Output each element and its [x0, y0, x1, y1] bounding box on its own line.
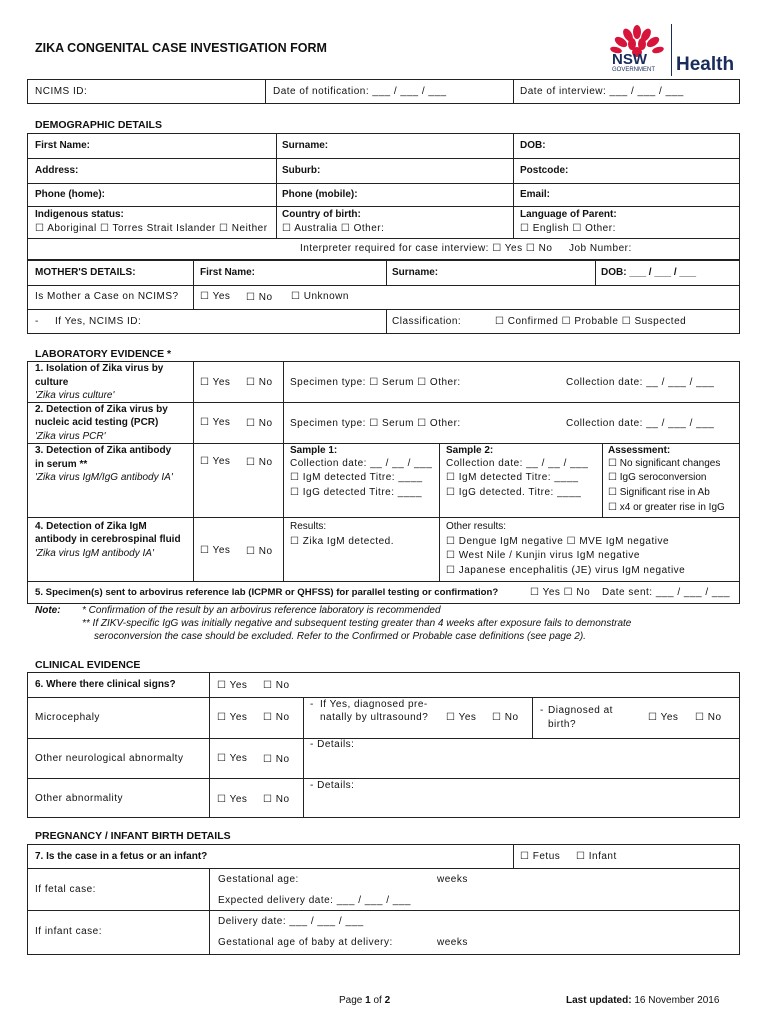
- lab-row1-title: 1. Isolation of Zika virus by: [35, 363, 164, 374]
- surname-field[interactable]: Surname:: [282, 140, 329, 151]
- classification-label: Classification:: [392, 316, 462, 327]
- country-of-birth-label: Country of birth:: [282, 209, 361, 220]
- west-nile-checkbox[interactable]: ☐ West Nile / Kunjin virus IgM negative: [446, 550, 640, 561]
- prenatal-question-cont: natally by ultrasound?: [320, 712, 429, 723]
- culture-collection-date[interactable]: Collection date: __ / ___ / ___: [566, 377, 715, 388]
- date-sent-field[interactable]: Date sent: ___ / ___ / ___: [602, 587, 731, 598]
- culture-specimen-type[interactable]: Specimen type: ☐ Serum ☐ Other:: [290, 377, 461, 388]
- last-updated-value: 16 November 2016: [631, 995, 720, 1006]
- divider: [27, 285, 740, 286]
- email-field[interactable]: Email:: [520, 189, 551, 200]
- lab-row5-question: 5. Specimen(s) sent to arbovirus reference lab (ICPMR or QHFSS) for parallel testing or confirmation?: [35, 587, 499, 598]
- ncims-id-field[interactable]: NCIMS ID:: [35, 86, 88, 97]
- page-of: of: [370, 995, 385, 1006]
- note-line3: seroconversion the case should be excluded. Refer to the Confirmed or Probable case definitions (see page 2).: [94, 631, 586, 642]
- page-prefix: Page: [339, 995, 366, 1006]
- classification-options[interactable]: ☐ Confirmed ☐ Probable ☐ Suspected: [495, 316, 687, 327]
- phone-home-field[interactable]: Phone (home):: [35, 189, 105, 200]
- clinical-signs-yes-checkbox[interactable]: ☐ Yes: [217, 680, 248, 691]
- dob-field[interactable]: DOB:: [520, 140, 546, 151]
- divider: [532, 697, 533, 738]
- nsw-health-logo: [606, 22, 738, 78]
- form-title: ZIKA CONGENITAL CASE INVESTIGATION FORM: [35, 41, 327, 55]
- divider: [303, 697, 304, 818]
- sample1-igm-checkbox[interactable]: ☐ IgM detected Titre: ____: [290, 472, 423, 483]
- dengue-mve-checkboxes[interactable]: ☐ Dengue IgM negative ☐ MVE IgM negative: [446, 536, 670, 547]
- delivery-weeks-label: weeks: [437, 937, 468, 948]
- gestational-weeks-label: weeks: [437, 874, 468, 885]
- gestational-age-field[interactable]: Gestational age:: [218, 874, 299, 885]
- divider: [27, 697, 740, 698]
- last-updated: [566, 995, 719, 1007]
- birth-question: Diagnosed at: [548, 705, 613, 716]
- demographic-heading: DEMOGRAPHIC DETAILS: [35, 119, 162, 131]
- csf-yes-checkbox[interactable]: ☐ Yes: [200, 545, 231, 556]
- divider: [27, 868, 740, 869]
- mother-dob-field[interactable]: DOB: ___ / ___ / ___: [601, 267, 697, 278]
- mother-case-question: Is Mother a Case on NCIMS?: [35, 291, 179, 302]
- divider: [27, 443, 740, 444]
- lab-row1-code: 'Zika virus culture': [35, 390, 115, 401]
- assessment-no-change-checkbox[interactable]: ☐ No significant changes: [608, 458, 721, 469]
- assessment-label: Assessment:: [608, 445, 671, 456]
- pcr-yes-checkbox[interactable]: ☐ Yes: [200, 417, 231, 428]
- language-options[interactable]: ☐ English ☐ Other:: [520, 223, 616, 234]
- lab-row3-title-cont: in serum **: [35, 459, 88, 470]
- je-checkbox[interactable]: ☐ Japanese encephalitis (JE) virus IgM negative: [446, 565, 686, 576]
- page-indicator: [339, 995, 390, 1007]
- birth-question-cont: birth?: [548, 719, 577, 730]
- infant-case-label: If infant case:: [35, 926, 102, 937]
- indigenous-options[interactable]: ☐ Aboriginal ☐ Torres Strait Islander ☐ Neither: [35, 223, 268, 234]
- lab-heading: LABORATORY EVIDENCE *: [35, 348, 172, 360]
- divider: [27, 183, 740, 184]
- mother-ncims-id-field[interactable]: If Yes, NCIMS ID:: [55, 316, 142, 327]
- divider: [209, 868, 210, 955]
- assessment-x4-checkbox[interactable]: ☐ x4 or greater rise in IgG: [608, 502, 725, 513]
- infant-checkbox[interactable]: ☐ Infant: [576, 851, 617, 862]
- microcephaly-label: Microcephaly: [35, 712, 100, 723]
- bullet-dash: -: [35, 316, 39, 327]
- fetus-checkbox[interactable]: ☐ Fetus: [520, 851, 561, 862]
- lab-row2-code: 'Zika virus PCR': [35, 431, 106, 442]
- divider: [386, 309, 387, 334]
- divider: [595, 260, 596, 285]
- sample2-igm-checkbox[interactable]: ☐ IgM detected Titre: ____: [446, 472, 579, 483]
- birth-yes-checkbox[interactable]: ☐ Yes: [648, 712, 679, 723]
- divider: [513, 79, 514, 104]
- microcephaly-no-checkbox[interactable]: ☐ No: [263, 712, 290, 723]
- lab-row4-title-cont: antibody in cerebrospinal fluid: [35, 534, 181, 545]
- mother-case-yes-checkbox[interactable]: ☐ Yes: [200, 291, 231, 302]
- divider: [27, 517, 740, 518]
- job-number-field[interactable]: Job Number:: [569, 243, 632, 254]
- pregnancy-heading: PREGNANCY / INFANT BIRTH DETAILS: [35, 830, 231, 842]
- neuro-yes-checkbox[interactable]: ☐ Yes: [217, 753, 248, 764]
- note-line1: * Confirmation of the result by an arbovirus reference laboratory is recommended: [82, 605, 441, 616]
- fetus-infant-question: 7. Is the case in a fetus or an infant?: [35, 851, 208, 862]
- gestational-age-delivery-field[interactable]: Gestational age of baby at delivery:: [218, 937, 393, 948]
- prenatal-question: If Yes, diagnosed pre-: [320, 699, 428, 710]
- sample2-igg-checkbox[interactable]: ☐ IgG detected. Titre: ____: [446, 487, 582, 498]
- bullet-dash: -: [310, 699, 314, 710]
- divider: [513, 844, 514, 868]
- prenatal-yes-checkbox[interactable]: ☐ Yes: [446, 712, 477, 723]
- assessment-rise-checkbox[interactable]: ☐ Significant rise in Ab: [608, 487, 710, 498]
- mother-surname-field[interactable]: Surname:: [392, 267, 439, 278]
- sample1-label: Sample 1:: [290, 445, 338, 456]
- country-options[interactable]: ☐ Australia ☐ Other:: [282, 223, 385, 234]
- logo-nsw-text: NSW: [612, 51, 647, 68]
- divider: [209, 672, 210, 818]
- other-abn-no-checkbox[interactable]: ☐ No: [263, 794, 290, 805]
- divider: [283, 361, 284, 581]
- lab-row2-title: 2. Detection of Zika virus by: [35, 404, 168, 415]
- sample1-igg-checkbox[interactable]: ☐ IgG detected Titre: ____: [290, 487, 423, 498]
- other-abnormality-label: Other abnormality: [35, 793, 123, 804]
- zika-igm-detected-checkbox[interactable]: ☐ Zika IgM detected.: [290, 536, 395, 547]
- divider: [27, 738, 740, 739]
- reference-lab-options[interactable]: ☐ Yes ☐ No: [530, 587, 591, 598]
- note-label: Note:: [35, 605, 61, 616]
- csf-no-checkbox[interactable]: ☐ No: [246, 546, 273, 557]
- divider: [27, 778, 740, 779]
- neuro-abnormality-label: Other neurological abnormalty: [35, 753, 184, 764]
- sample2-collection-date[interactable]: Collection date: __ / __ / ___: [446, 458, 589, 469]
- clinical-signs-question: 6. Where there clinical signs?: [35, 679, 176, 690]
- divider: [513, 133, 514, 238]
- interview-date-field[interactable]: Date of interview: ___ / ___ / ___: [520, 86, 684, 97]
- notification-date-field[interactable]: Date of notification: ___ / ___ / ___: [273, 86, 447, 97]
- suburb-field[interactable]: Suburb:: [282, 165, 321, 176]
- phone-mobile-field[interactable]: Phone (mobile):: [282, 189, 358, 200]
- antibody-yes-checkbox[interactable]: ☐ Yes: [200, 456, 231, 467]
- page-number: 1: [365, 995, 371, 1006]
- lab-row4-code: 'Zika virus IgM antibody IA': [35, 548, 154, 559]
- mother-case-no-checkbox[interactable]: ☐ No: [246, 292, 273, 303]
- interpreter-question[interactable]: Interpreter required for case interview: ☐ Yes ☐ No: [300, 243, 553, 254]
- microcephaly-yes-checkbox[interactable]: ☐ Yes: [217, 712, 248, 723]
- lab-row3-code: 'Zika virus IgM/IgG antibody IA': [35, 472, 173, 483]
- neuro-details-field[interactable]: - Details:: [310, 739, 355, 750]
- sample2-label: Sample 2:: [446, 445, 494, 456]
- clinical-table: [27, 672, 740, 818]
- clinical-signs-no-checkbox[interactable]: ☐ No: [263, 680, 290, 691]
- divider: [386, 260, 387, 285]
- other-abn-details-field[interactable]: - Details:: [310, 780, 355, 791]
- logo-health-text: Health: [676, 54, 735, 75]
- divider: [27, 309, 740, 310]
- bullet-dash: -: [540, 705, 544, 716]
- mother-details-label: MOTHER'S DETAILS:: [35, 267, 136, 278]
- divider: [27, 581, 740, 582]
- divider: [27, 238, 740, 239]
- divider: [193, 361, 194, 581]
- address-field[interactable]: Address:: [35, 165, 79, 176]
- lab-row4-title: 4. Detection of Zika IgM: [35, 521, 147, 532]
- last-updated-label: Last updated:: [566, 995, 632, 1006]
- divider: [265, 79, 266, 104]
- results-label: Results:: [290, 521, 327, 532]
- lab-row3-title: 3. Detection of Zika antibody: [35, 445, 172, 456]
- culture-no-checkbox[interactable]: ☐ No: [246, 377, 273, 388]
- clinical-heading: CLINICAL EVIDENCE: [35, 659, 141, 671]
- pcr-collection-date[interactable]: Collection date: __ / ___ / ___: [566, 418, 715, 429]
- assessment-seroconversion-checkbox[interactable]: ☐ IgG seroconversion: [608, 472, 707, 483]
- logo-divider: [671, 24, 672, 76]
- mother-first-name-field[interactable]: First Name:: [200, 267, 256, 278]
- birth-no-checkbox[interactable]: ☐ No: [695, 712, 722, 723]
- other-abn-yes-checkbox[interactable]: ☐ Yes: [217, 794, 248, 805]
- divider: [27, 910, 740, 911]
- note-line2: ** If ZIKV-specific IgG was initially negative and subsequent testing greater than 4 weeks after exposure fails to demonstrate: [82, 618, 632, 629]
- lab-row2-title-cont: nucleic acid testing (PCR): [35, 417, 159, 428]
- neuro-no-checkbox[interactable]: ☐ No: [263, 754, 290, 765]
- antibody-no-checkbox[interactable]: ☐ No: [246, 457, 273, 468]
- divider: [27, 206, 740, 207]
- logo-government-text: GOVERNMENT: [612, 67, 656, 73]
- lab-row1-title-cont: culture: [35, 377, 69, 388]
- prenatal-no-checkbox[interactable]: ☐ No: [492, 712, 519, 723]
- language-label: Language of Parent:: [520, 209, 617, 220]
- demographic-table: [27, 133, 740, 260]
- page-total: 2: [384, 995, 391, 1006]
- fetal-case-label: If fetal case:: [35, 884, 96, 895]
- divider: [602, 443, 603, 517]
- indigenous-status-label: Indigenous status:: [35, 209, 124, 220]
- divider: [276, 133, 277, 238]
- pcr-no-checkbox[interactable]: ☐ No: [246, 418, 273, 429]
- sample1-collection-date[interactable]: Collection date: __ / __ / ___: [290, 458, 433, 469]
- other-results-label: Other results:: [446, 521, 507, 532]
- divider: [439, 443, 440, 581]
- pcr-specimen-type[interactable]: Specimen type: ☐ Serum ☐ Other:: [290, 418, 461, 429]
- divider: [27, 402, 740, 403]
- postcode-field[interactable]: Postcode:: [520, 165, 569, 176]
- divider: [193, 260, 194, 309]
- expected-delivery-field[interactable]: Expected delivery date: ___ / ___ / ___: [218, 895, 411, 906]
- first-name-field[interactable]: First Name:: [35, 140, 91, 151]
- delivery-date-field[interactable]: Delivery date: ___ / ___ / ___: [218, 916, 364, 927]
- culture-yes-checkbox[interactable]: ☐ Yes: [200, 377, 231, 388]
- divider: [27, 158, 740, 159]
- mother-case-unknown-checkbox[interactable]: ☐ Unknown: [291, 291, 349, 302]
